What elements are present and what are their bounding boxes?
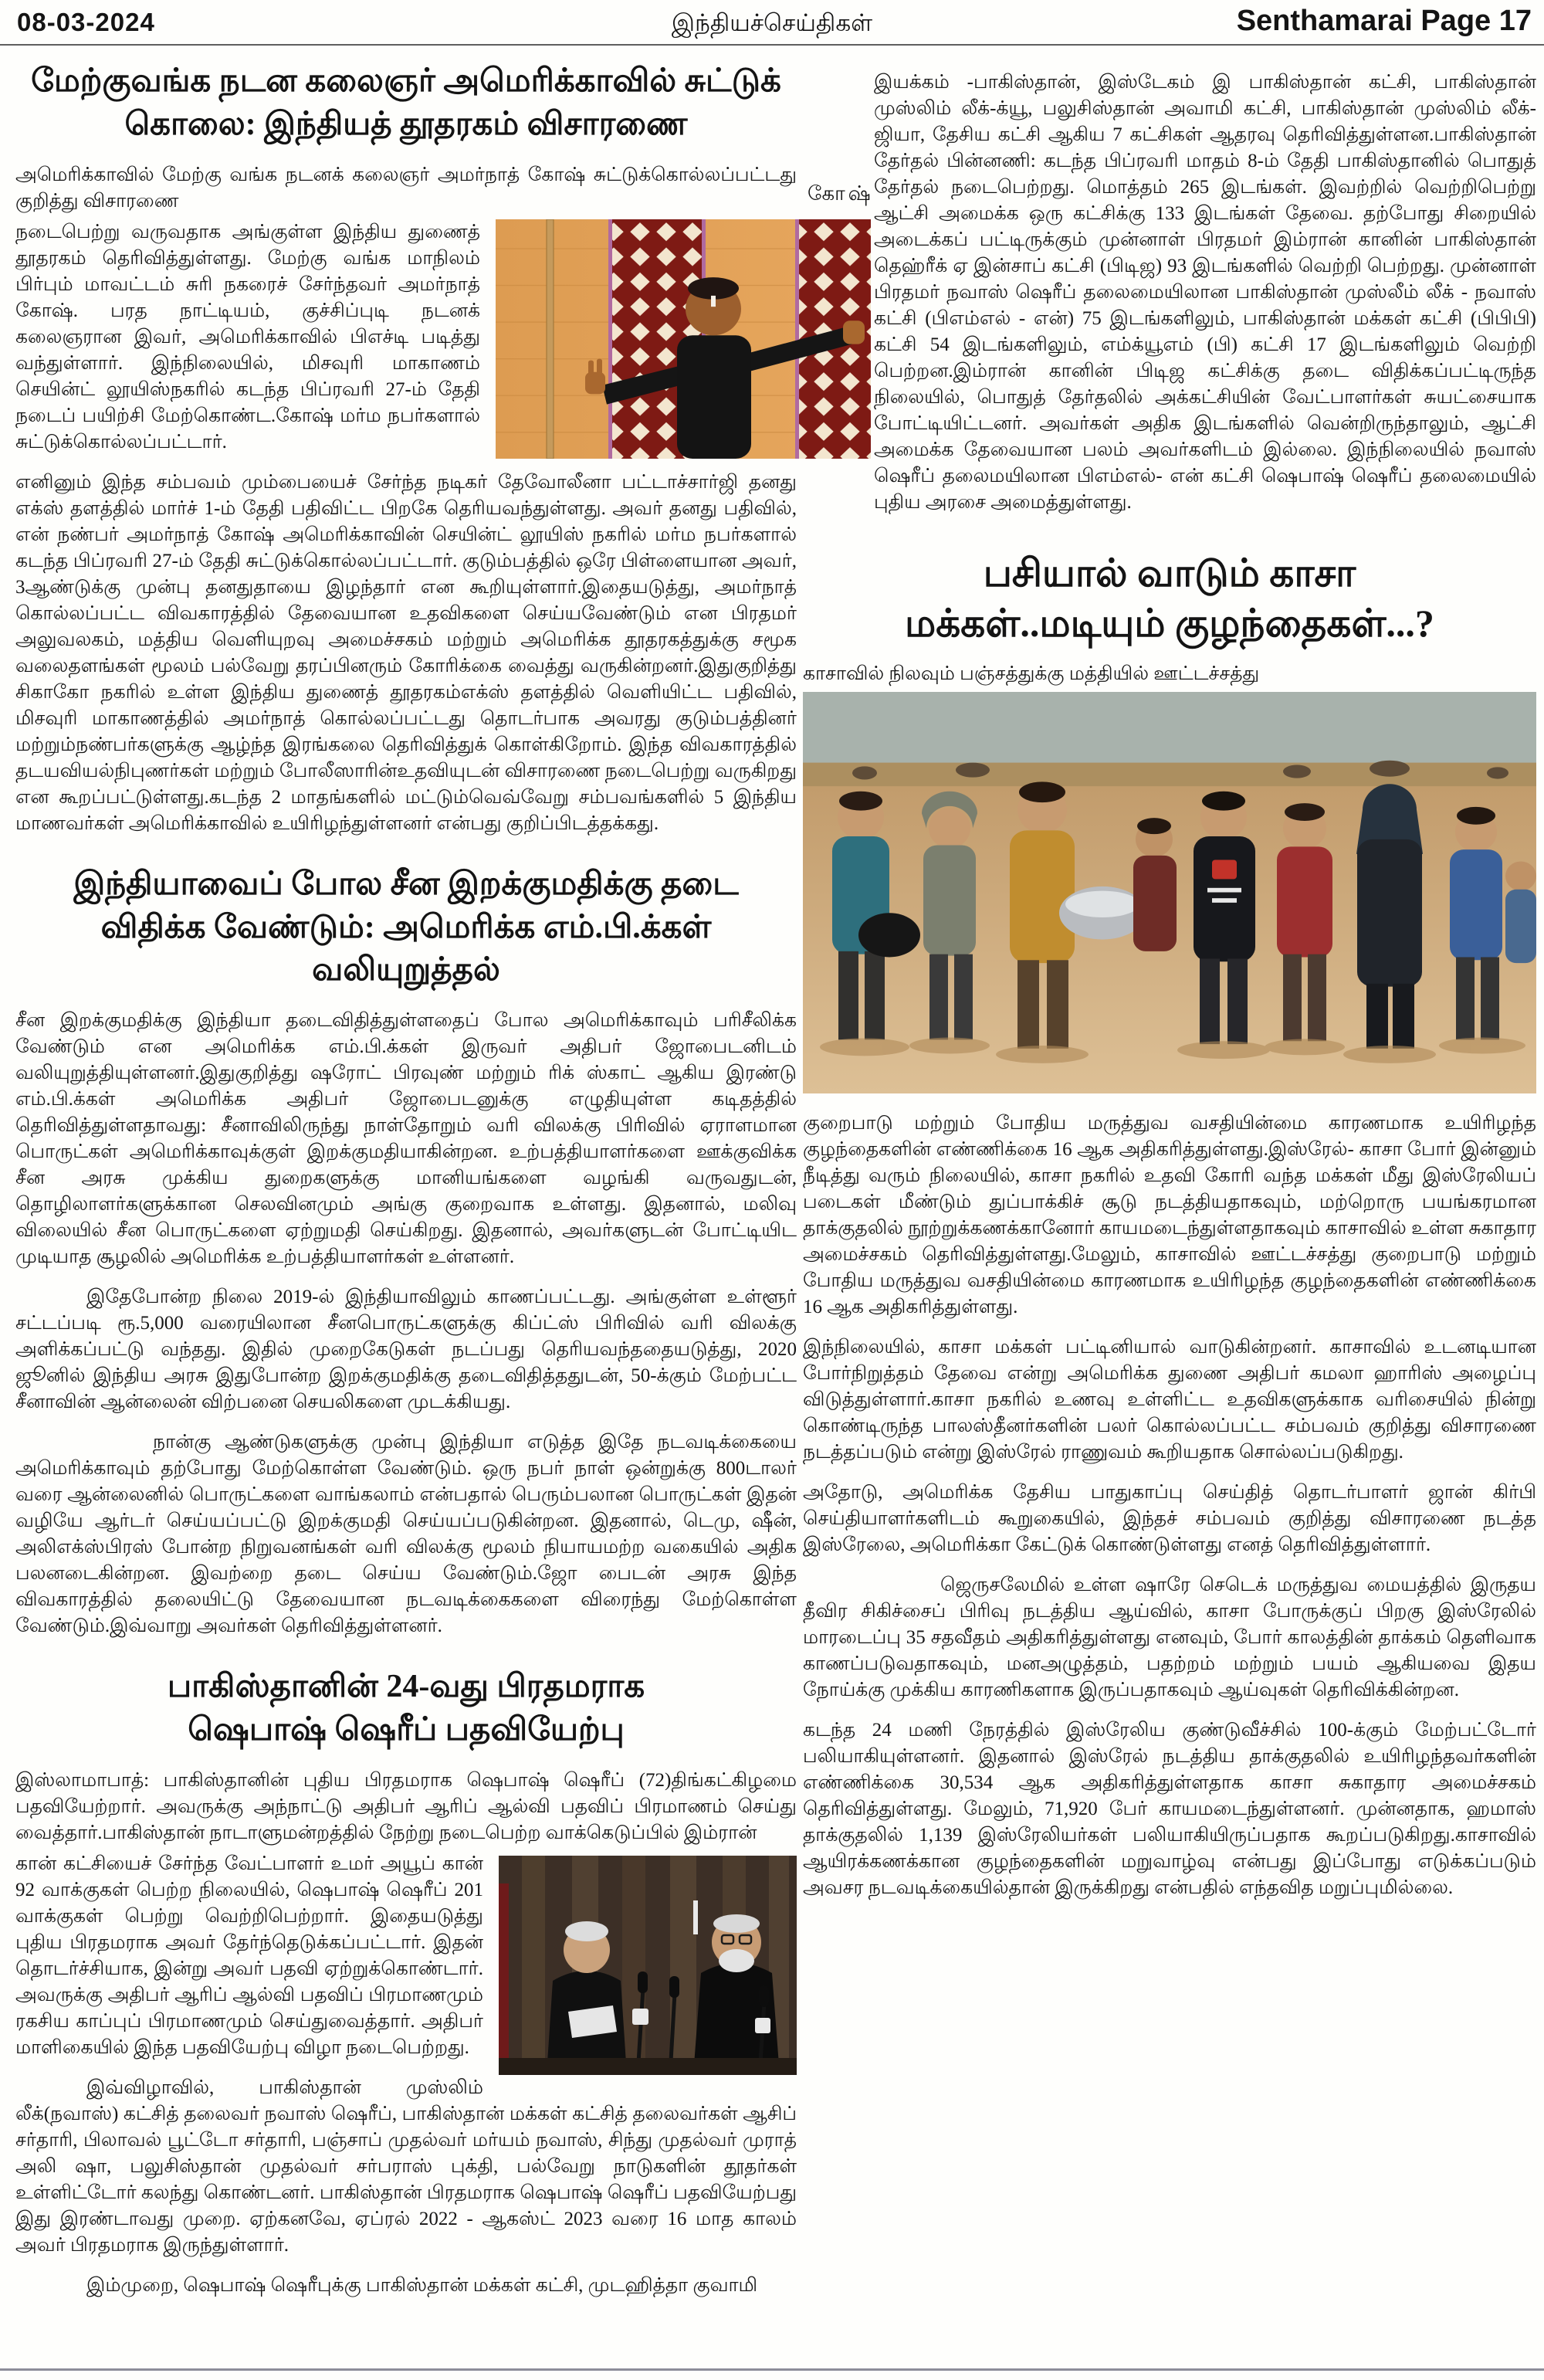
article-paragraph: நடைபெற்று வருவதாக அங்குள்ள இந்திய துணைத் தூதரகம் தெரிவித்துள்ளது. மேற்கு வங்க மாநிலம் பிர்பும் மாவட்டம் சுரி நகரைச் சேர்ந்தவர் அமர்நாத் கோஷ். பரத நாட்டியம், குச்சிப்புடி நடனக் கலைஞரான இவர், அமெரிக்காவில் பிஎச்டி படித்து வந்துள்ளார். இந்நிலையில், மிசவுரி மாகாணம் செயின்ட் லூயிஸ்நகரில் கடந்த பிப்ரவரி 27-ம் தேதி நடைப் பயிற்சி மேற்கொண்ட.கோஷ் மர்ம நபர்களால் சுட்டுக்கொல்லப்பட்டார். — [15, 221, 480, 453]
article-paragraph: ஜெருசலேமில் உள்ள ஷாரே செடெக் மருத்துவ மையத்தில் இருதய தீவிர சிகிச்சைப் பிரிவு நடத்திய ஆய்வில், காசா போருக்குப் பிறகு இஸ்ரேலில் மாரடைப்பு 35 சதவீதம் அதிகரித்துள்ளது எனவும், போர் காலத்தின் தாக்கம் தெளிவாக காணப்படுவதாகவும், மனஅழுத்தம், பதற்றம் மற்றும் பயம் ஆகியவை இதய நோய்க்கு முக்கிய காரணிகளாக இருப்பதாகவும் ஆய்வுகள் தெரிவிக்கின்றன. — [803, 1575, 1536, 1700]
headline-pakistan-pm — [15, 1666, 797, 1752]
headline-line: மக்கள்..மடியும் குழந்தைகள்...? — [905, 602, 1434, 645]
header-date: 08-03-2024 — [17, 8, 155, 36]
headline-line: விதிக்க வேண்டும்: அமெரிக்க எம்.பி.க்கள் வலியுறுத்தல் — [100, 909, 712, 988]
article-paragraph: இஸ்லாமாபாத்: பாகிஸ்தானின் புதிய பிரதமராக ஷெபாஷ் ஷெரீப் (72)திங்கட்கிழமை பதவியேற்றார். அவருக்கு அந்நாட்டு அதிபர் ஆரிப் ஆல்வி பதவிப் பிரமாணம் செய்து வைத்தார்.பாகிஸ்தான் நாடாளுமன்றத்தில் நேற்று நடைபெற்ற வாக்கெடுப்பில் இம்ரான் — [15, 1770, 797, 1844]
article-paragraph: நான்கு ஆண்டுகளுக்கு முன்பு இந்தியா எடுத்த இதே நடவடிக்கையை அமெரிக்காவும் தற்போது மேற்கொள்ள வேண்டும். ஒரு நபர் நாள் ஒன்றுக்கு 800டாலர் வரை ஆன்லைனில் பொருட்களை வாங்கலாம் என்பதால் பெரும்பலான பொருட்கள் இதன் வழியே ஆர்டர் செய்யப்பட்டு இறக்குமதி செய்யப்படுகின்றன. இதனால், டெமு, ஷீன், அலிஎக்ஸ்பிரஸ் போன்ற நிறுவனங்கள் வரி விலக்கு மூலம் நியாயமற்ற வகையில் அதிக பலனடைகின்றன. இவற்றை தடை செய்ய வேண்டும்.ஜோ பைடன் அரசு இந்த விவகாரத்தில் தலையிட்டு தேவையான நடவடிக்கைகளை விரைந்து மேற்கொள்ள வேண்டும்.இவ்வாறு அவர்கள் தெரிவித்துள்ளனர். — [15, 1432, 797, 1637]
article-paragraph: இம்முறை, ஷெபாஷ் ஷெரீபுக்கு பாகிஸ்தான் மக்கள் கட்சி, முடஹித்தா குவாமி — [86, 2275, 758, 2297]
headline-china-imports — [15, 863, 797, 993]
right-column — [803, 56, 1536, 1915]
headline-line: இந்தியாவைப் போல சீன இறக்குமதிக்கு தடை — [73, 866, 739, 902]
footer-divider — [0, 2368, 1544, 2371]
article-paragraph: அமெரிக்காவில் மேற்கு வங்க நடனக் கலைஞர் அமர்நாத் கோஷ் சுட்டுக்கொல்லப்பட்டது குறித்து விசாரணை — [15, 164, 797, 212]
gaza-children-photo — [803, 692, 1536, 1093]
article-paragraph: இவ்விழாவில், பாகிஸ்தான் முஸ்லிம் லீக்(நவாஸ்) கட்சித் தலைவர் நவாஸ் ஷெரீப், பாகிஸ்தான் மக்கள் கட்சித் தலைவர்கள் ஆசிப் சர்தாரி, பிலாவல் பூட்டோ சர்தாரி, பஞ்சாப் முதல்வர் மர்யம் நவாஸ், சிந்து முதல்வர் முராத் அலி ஷா, பலுசிஸ்தான் முதல்வர் சர்பராஸ் புக்தி, பல்வேறு நாடுகளின் தூதர்கள் உள்ளிட்டோர் கலந்து கொண்டனர். பாகிஸ்தான் பிரதமராக ஷெபாஷ் ஷெரீப் பதவியேற்பது இது இரண்டாவது முறை. ஏற்கனவே, ஏப்ரல் 2022 - ஆகஸ்ட் 2023 வரை 16 மாத காலம் அவர் பிரதமராக இருந்துள்ளார். — [15, 2077, 797, 2256]
headline-line: மேற்குவங்க நடன கலைஞர் அமெரிக்காவில் சுட்டுக் — [31, 63, 781, 99]
headline-line: ஷெபாஷ் ஷெரீப் பதவியேற்பு — [188, 1712, 625, 1748]
dancer-photo-caption: கோஷ் — [808, 182, 874, 205]
pakistan-oath-photo — [499, 1856, 797, 2075]
header-divider — [0, 44, 1544, 46]
article-paragraph: கான் கட்சியைச் சேர்ந்த வேட்பாளர் உமர் அயூப் கான் 92 வாக்குகள் பெற்ற நிலையில், ஷெபாஷ் ஷெரீப் 201 வாக்குகள் பெற்று வெற்றிபெற்றார். இதையடுத்து புதிய பிரதமராக அவர் தேர்ந்தெடுக்கப்பட்டார். இதன் தொடர்ச்சியாக, இன்று அவர் பதவி ஏற்றுக்கொண்டார். அவருக்கு அதிபர் ஆரிப் ஆல்வி பதவிப் பிரமாணமும் ரகசிய காப்புப் பிரமாணமும் செய்துவைத்தார். அதிபர் மாளிகையில் இந்த பதவியேற்பு விழா நடைபெற்றது. — [15, 1853, 483, 2059]
headline-dancer-murder — [15, 60, 797, 147]
article-paragraph: இதேபோன்ற நிலை 2019-ல் இந்தியாவிலும் காணப்பட்டது. அங்குள்ள உள்ளூர் சட்டப்படி ரூ.5,000 வரையிலான சீனபொருட்களுக்கு கிப்ட்ஸ் பிரிவில் வரி விலக்கு அளிக்கப்பட்டு வந்தது. இதில் முறைகேடுகள் நடப்பது தெரியவந்ததையடுத்து, 2020 ஜூனில் இந்திய அரசு இதுபோன்ற இறக்குமதிக்கு தடைவிதித்ததுடன், 50-க்கும் மேற்பட்ட சீனாவின் ஆன்லைன் விற்பனை செயலிகளை முடக்கியது. — [15, 1287, 797, 1413]
headline-line: பாகிஸ்தானின் 24-வது பிரதமராக — [167, 1669, 645, 1705]
article-paragraph: எனினும் இந்த சம்பவம் மும்பையைச் சேர்ந்த நடிகர் தேவோலீனா பட்டாச்சார்ஜி தனது எக்ஸ் தளத்தில் மார்ச் 1-ம் தேதி பதிவிட்ட பிறகே தெரியவந்துள்ளது. அவர் தனது பதிவில், என் நண்பர் அமர்நாத் கோஷ் அமெரிக்காவின் செயின்ட் லூயிஸ் நகரில் மர்ம நபர்களால் கடந்த பிப்ரவரி 27-ம் தேதி சுட்டுக்கொல்லப்பட்டார். குடும்பத்தில் ஒரே பிள்ளையான அவர், 3ஆண்டுக்கு முன்பு தனதுதாயை இழந்தார் என கூறியுள்ளார்.இதையடுத்து, அமர்நாத் கொல்லப்பட்ட விவகாரத்தில் தேவையான உதவிகளை செய்யவேண்டும் என பிரதமர் அலுவலகம், மத்திய வெளியுறவு அமைச்சகம் மற்றும் அமெரிக்க தூதரகத்துக்கு சமூக வலைதளங்கள் மூலம் பல்வேறு தரப்பினரும் கோரிக்கை வைத்து வருகின்றனர்.இதுகுறித்து சிகாகோ நகரில் உள்ள இந்திய துணைத் தூதரகம்எக்ஸ் தளத்தில் வெளியிட்ட பதிவில், மிசவுரி மாகாணத்தில் அமர்நாத் கொல்லப்பட்டது தொடர்பாக அவரது குடும்பத்தினர் மற்றும்நண்பர்களுக்கு ஆழ்ந்த இரங்கலை தெரிவித்துக் கொள்கிறோம். இந்த விவகாரத்தில் தடயவியல்நிபுணர்கள் மற்றும் போலீஸாரின்உதவியுடன் விசாரணை நடைபெற்று வருகிறது என கூறப்பட்டுள்ளது.கடந்த 2 மாதங்களில் மட்டும்வெவ்வேறு சம்பவங்களில் 5 இந்திய மாணவர்கள் அமெரிக்காவில் உயிரிழந்துள்ளனர் என்பது குறிப்பிடத்தக்கது. — [15, 471, 797, 834]
headline-line: பசியால் வாடும் காசா — [983, 551, 1356, 595]
headline-line: கொலை: இந்தியத் தூதரகம் விசாரணை — [124, 106, 688, 142]
article-paragraph: கடந்த 24 மணி நேரத்தில் இஸ்ரேலிய குண்டுவீச்சில் 100-க்கும் மேற்பட்டோர் பலியாகியுள்ளனர். இதனால் இஸ்ரேல் நடத்திய தாக்குதலில் உயிரிழந்தவர்களின் எண்ணிக்கை 30,534 ஆக அதிகரித்துள்ளதாக காசா சுகாதார அமைச்சகம் தெரிவித்துள்ளது. மேலும், 71,920 பேர் காயமடைந்துள்ளனர். முன்னதாக, ஹமாஸ் தாக்குதலில் 1,139 இஸ்ரேலியர்கள் பலியாகியிருப்பதாக கூறப்படுகிறது.காசாவில் ஆயிரக்கணக்கான குழந்தைகளின் மறுவாழ்வு என்பது இப்போது எடுக்கப்படும் அவசர நடவடிக்கையில்தான் இருக்கிறது என்பதில் எந்தவித மறுப்புமில்லை. — [803, 1720, 1536, 1898]
left-column — [15, 56, 797, 2313]
headline-gaza-hunger — [803, 548, 1536, 649]
article-paragraph: குறைபாடு மற்றும் போதிய மருத்துவ வசதியின்மை காரணமாக உயிரிழந்த குழந்தைகளின் எண்ணிக்கை 16 ஆக அதிகரித்துள்ளது.இஸ்ரேல்- காசா போர் இன்னும் நீடித்து வரும் நிலையில், காசா நகரில் உதவி கோரி வந்த மக்கள் மீது இஸ்ரேலியப் படைகள் மீண்டும் துப்பாக்கிச் சூடு நடத்தியதாகவும், மற்றொரு பயங்கரமான தாக்குதலில் நூற்றுக்கணக்கானோர் காயமடைந்துள்ளதாகவும் காசாவில் உள்ள சுகாதார அமைச்சகம் தெரிவித்துள்ளது.மேலும், காசாவில் ஊட்டச்சத்து குறைபாடு மற்றும் போதிய மருத்துவ வசதியின்மை காரணமாக உயிரிழந்த குழந்தைகளின் எண்ணிக்கை 16 ஆக அதிகரித்துள்ளது. — [803, 1113, 1536, 1317]
article-paragraph: காசாவில் நிலவும் பஞ்சத்துக்கு மத்தியில் ஊட்டச்சத்து — [803, 663, 1260, 684]
article-paragraph: சீன இறக்குமதிக்கு இந்தியா தடைவிதித்துள்ளதைப் போல அமெரிக்காவும் பரிசீலிக்க வேண்டும் என அமெரிக்க எம்.பி.க்கள் இருவர் அதிபர் ஜோபைடனிடம் வலியுறுத்தியுள்ளனர்.இதுகுறித்து ஷரோட் பிரவுண் மற்றும் ரிக் ஸ்காட் ஆகிய இரண்டு எம்.பி.க்கள் அமெரிக்க அதிபர் ஜோபைடனுக்கு எழுதியுள்ள கடிதத்தில் தெரிவித்துள்ளதாவது: சீனாவிலிருந்து நாள்தோறும் வரி விலக்கு பிரிவில் ஏராளமான பொருட்கள் அமெரிக்காவுக்குள் இறக்குமதியாகின்றன. உற்பத்தியாளர்களை ஊக்குவிக்க சீன அரசு முக்கிய துறைகளுக்கு மானியங்களை வழங்கி வருவதுடன், தொழிலாளர்களுக்கான செலவினமும் அங்கு குறைவாக உள்ளது. இதனால், மலிவு விலையில் சீன பொருட்களை ஏற்றுமதி செய்கிறது. இதனால், அவர்களுடன் போட்டியிட முடியாத சூழலில் அமெரிக்க உற்பத்தியாளர்கள் உள்ளனர். — [15, 1010, 797, 1268]
article-paragraph: இந்நிலையில், காசா மக்கள் பட்டினியால் வாடுகின்றனர். காசாவில் உடனடியான போர்நிறுத்தம் தேவை என்று அமெரிக்க துணை அதிபர் கமலா ஹாரிஸ் அழைப்பு விடுத்துள்ளார்.காசா நகரில் உணவு உள்ளிட்ட உதவிகளுக்காக வரிசையில் நின்று கொண்டிருந்த பாலஸ்தீனர்களின் பலர் கொல்லப்பட்ட சம்பவம் குறித்து விசாரணை நடத்தப்படும் என்று இஸ்ரேல் ராணுவம் கூறியதாக சொல்லப்படுகிறது. — [803, 1337, 1536, 1463]
section-title: இந்தியச்செய்திகள் — [671, 9, 873, 36]
article-paragraph: அதோடு, அமெரிக்க தேசிய பாதுகாப்பு செய்தித் தொடர்பாளர் ஜான் கிர்பி செய்தியாளர்களிடம் கூறுகையில், இந்தச் சம்பவம் குறித்து விசாரணை நடத்த இஸ்ரேலை, அமெரிக்கா கேட்டுக் கொண்டுள்ளது எனத் தெரிவித்துள்ளார். — [803, 1482, 1536, 1555]
continuation-paragraph: இயக்கம் -பாகிஸ்தான், இஸ்டேகம் இ பாகிஸ்தான் கட்சி, பாகிஸ்தான் முஸ்லிம் லீக்-க்யூ, பலுசிஸ்தான் அவாமி கட்சி, பாகிஸ்தான் முஸ்லிம் லீக்-ஜியா, தேசிய கட்சி ஆகிய 7 கட்சிகள் ஆதரவு தெரிவித்துள்ளன.பாகிஸ்தான் தேர்தல் பின்னணி: கடந்த பிப்ரவரி மாதம் 8-ம் தேதி பாகிஸ்தானில் பொதுத் தேர்தல் நடைபெற்றது. மொத்தம் 265 இடங்கள். இவற்றில் வெற்றிபெற்று ஆட்சி அமைக்க ஒரு கட்சிக்கு 133 இடங்கள் தேவை. தற்போது சிறையில் அடைக்கப் பட்டிருக்கும் முன்னாள் பிரதமர் இம்ரான் கானின் பாகிஸ்தான் தெஹ்ரீக் ஏ இன்சாப் கட்சி (பிடிஜ) 93 இடங்களில் வெற்றி பெற்றது. முன்னாள் பிரதமர் நவாஸ் ஷெரீப் தலைமையிலான பாகிஸ்தான் முஸ்லீம் லீக் - நவாஸ் கட்சி (பிஎம்எல் - என்) 75 இடங்களிலும், பாகிஸ்தான் மக்கள் கட்சி (பிபிபி) கட்சி 54 இடங்களிலும், எம்க்யூஎம் (பி) கட்சி 17 இடங்களிலும் வெற்றி பெற்றன.இம்ரான் கானின் பிடிஜ கட்சிக்கு தடை விதிக்கப்பட்டிருந்த நிலையில், பொதுத் தேர்தலில் அக்கட்சியின் வேட்பாளர்கள் சுயட்சையாக போட்டியிட்டனர். அவர்கள் அதிக இடங்களில் வென்றிருந்தாலும், ஆட்சி அமைக்க தேவையான பலம் அவர்களிடம் இல்லை. இந்நிலையில் நவாஸ் ஷெரீப் தலைமயிலான பிஎம்எல்- என் கட்சி ஷெபாஷ் ஷெரீப் தலைமையில் புதிய அரசை அமைத்துள்ளது. — [874, 72, 1536, 513]
masthead-title: Senthamarai Page 17 — [1236, 5, 1532, 37]
